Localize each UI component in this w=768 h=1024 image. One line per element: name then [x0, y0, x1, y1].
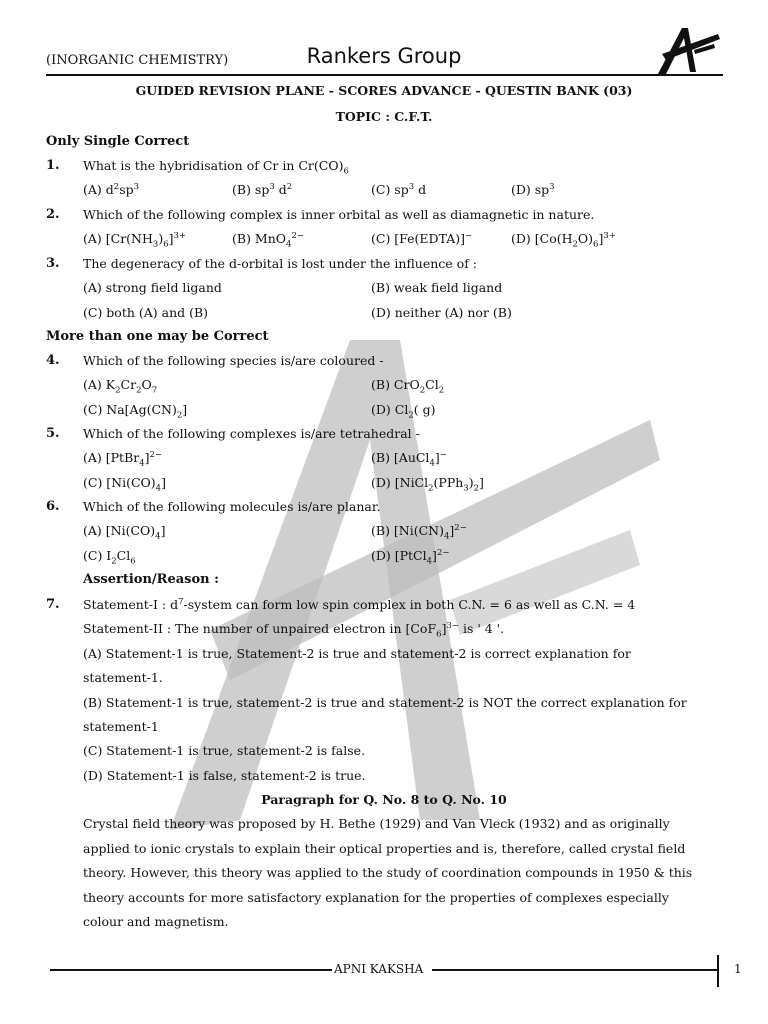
- q3-option-a: (A) strong field ligand: [83, 280, 222, 295]
- q2-number: 2.: [46, 207, 60, 222]
- paragraph-line: applied to ionic crystals to explain their optical properties and is, therefore, called crystal field: [83, 840, 686, 856]
- q6-option-b: (B) $[Ni(CN)_4]^{2-}$: [371, 523, 467, 542]
- q6-number: 6.: [46, 499, 60, 514]
- paragraph-line: Crystal field theory was proposed by H. Bethe (1929) and Van Vleck (1932) and as originally: [83, 816, 670, 831]
- q1-text: What is the hybridisation of Cr in $Cr(CO)_6$: [83, 158, 349, 177]
- paragraph-line: theory. However, this theory was applied to the study of coordination compounds in 1950 & this: [83, 865, 693, 880]
- q1-option-a: (A) $d^2sp^3$: [83, 182, 140, 198]
- q5-option-a: (A) [PtBr$_4$]$^{2-}$: [83, 450, 163, 469]
- q6-option-a: (A) $[Ni(CO)_4]$: [83, 523, 166, 542]
- q7-number: 7.: [46, 597, 60, 612]
- paragraph-heading: Paragraph for Q. No. 8 to Q. No. 10: [261, 792, 507, 807]
- q7-statement-2: Statement-II : The number of unpaired electron in $[CoF_6]^{3-}$ is ' 4 '.: [83, 621, 505, 640]
- q6-option-c: (C) $I_2Cl_6$: [83, 548, 136, 567]
- footer-divider: [717, 955, 719, 987]
- q6-option-d: (D) [PtCl$_4$]$^{2-}$: [371, 548, 450, 567]
- topic-title: TOPIC : C.F.T.: [335, 109, 433, 124]
- q7-option-c: (C) Statement-1 is true, statement-2 is false.: [83, 743, 366, 758]
- q5-number: 5.: [46, 426, 60, 441]
- q1-number: 1.: [46, 158, 60, 173]
- paragraph-line: colour and magnetism.: [83, 914, 229, 929]
- q4-option-c: (C) $Na[Ag(CN)_2]$: [83, 402, 188, 421]
- q7-statement-1: Statement-I : $d^7$-system can form low spin complex in both C.N. = 6 as well as C.N. = 4: [83, 597, 636, 613]
- footer-rule-left: [50, 969, 332, 971]
- q5-option-b: (B) [AuCl$_4$]−: [371, 450, 447, 469]
- footer-brand: APNI KAKSHA: [334, 962, 424, 976]
- q3-number: 3.: [46, 256, 60, 271]
- q1-option-c: (C) $sp^3$ d: [371, 182, 427, 198]
- q3-text: The degeneracy of the d-orbital is lost under the influence of :: [83, 256, 478, 271]
- q6-text: Which of the following molecules is/are planar.: [83, 499, 381, 514]
- paragraph-body: [83, 812, 723, 935]
- q1-option-d: (D) $sp^3$: [511, 182, 555, 198]
- brand-logo: [652, 24, 724, 76]
- section-multiple-correct: More than one may be Correct: [46, 329, 269, 344]
- q3-option-d: (D) neither (A) nor (B): [371, 305, 512, 320]
- q5-option-c: (C) $[Ni(CO)_4]$: [83, 475, 166, 494]
- q2-option-b: (B) MnO$_4^{2-}$: [232, 231, 304, 250]
- brand-name: Rankers Group: [306, 44, 462, 68]
- q4-option-a: (A) $K_2Cr_2O_7$: [83, 377, 158, 396]
- section-assertion-reason: Assertion/Reason :: [83, 572, 219, 587]
- q3-option-c: (C) both (A) and (B): [83, 305, 209, 320]
- q5-option-d: (D) $[NiCl_2(PPh_3)_2]$: [371, 475, 484, 494]
- q7-option-b-line1: (B) Statement-1 is true, statement-2 is true and statement-2 is NOT the correct explanation for: [83, 695, 687, 710]
- q4-option-d: (D) $Cl_2$( g): [371, 402, 436, 421]
- q7-option-a-line1: (A) Statement-1 is true, Statement-2 is true and statement-2 is correct explanation for: [83, 646, 631, 661]
- subject-label: (INORGANIC CHEMISTRY): [46, 53, 229, 68]
- q2-text: Which of the following complex is inner orbital as well as diamagnetic in nature.: [83, 207, 595, 222]
- page-title: GUIDED REVISION PLANE - SCORES ADVANCE - QUESTIN BANK (03): [135, 83, 633, 98]
- paragraph-line: theory accounts for more satisfactory explanation for the properties of complexes especially: [83, 889, 669, 905]
- footer-rule-right: [432, 969, 718, 971]
- q2-option-a: (A) $[Cr(NH_3)_6]^{3+}$: [83, 231, 187, 250]
- q7-option-a-line2: statement-1.: [83, 670, 163, 685]
- q7-option-d: (D) Statement-1 is false, statement-2 is true.: [83, 768, 366, 783]
- q7-option-b-line2: statement-1: [83, 719, 159, 734]
- q5-text: Which of the following complexes is/are tetrahedral -: [83, 426, 420, 441]
- q3-option-b: (B) weak field ligand: [371, 280, 503, 295]
- page-number: 1: [734, 962, 742, 976]
- q4-option-b: (B) $CrO_2Cl_2$: [371, 377, 445, 396]
- q4-number: 4.: [46, 353, 60, 368]
- q4-text: Which of the following species is/are coloured -: [83, 353, 384, 368]
- section-single-correct: Only Single Correct: [46, 134, 190, 149]
- q2-option-d: (D) $[Co(H_2O)_6]^{3+}$: [511, 231, 616, 250]
- q1-option-b: (B) $sp^3$ $d^2$: [232, 182, 293, 198]
- q2-option-c: (C) [Fe(EDTA)]−: [371, 231, 473, 247]
- header-rule: [46, 74, 723, 76]
